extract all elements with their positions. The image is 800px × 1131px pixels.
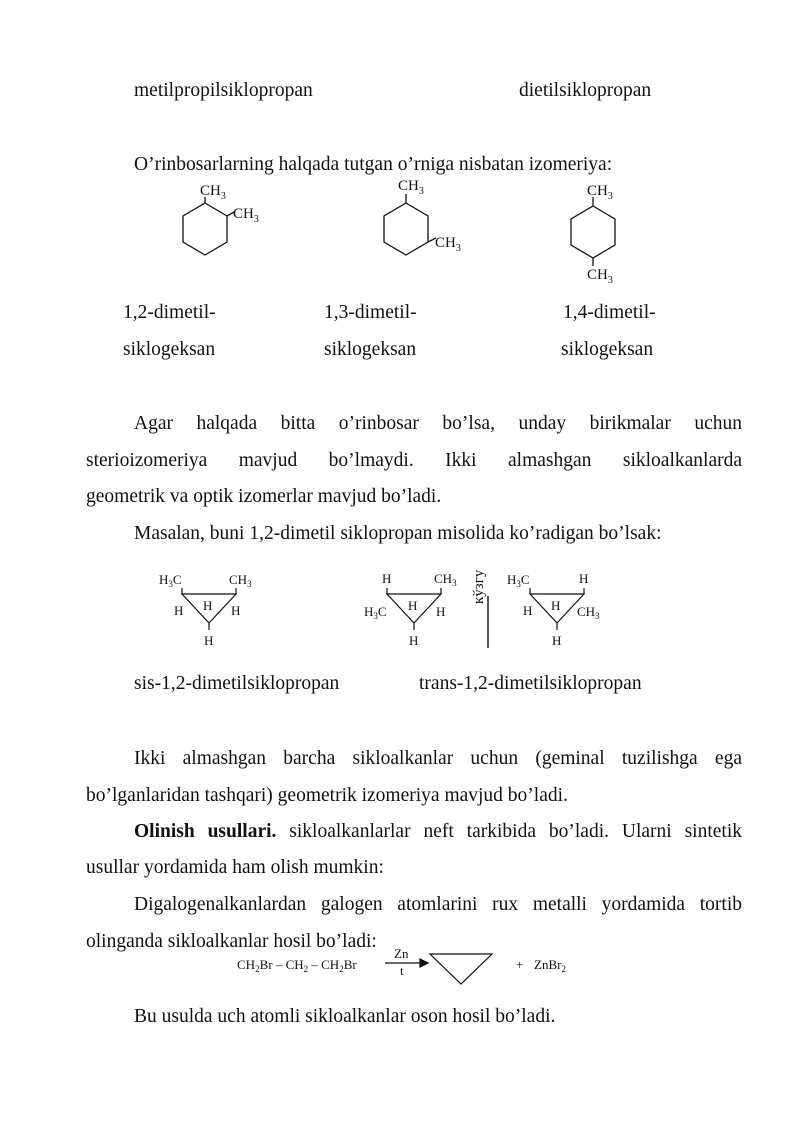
paragraph-line: Digalogenalkanlardan galogen atomlarini rux metalli yordamida tortib <box>134 894 742 915</box>
svg-text:CH2Br – CH2 – CH2Br: $CH_2Br - CH_2 - CH_2Br$ <box>237 957 357 974</box>
svg-text:H3C: $H_3C$ <box>159 572 182 589</box>
methyl-label: $CH_3$ <box>435 235 461 254</box>
svg-text:CH3: $CH_3$ <box>229 572 252 589</box>
svg-text:H: H <box>579 571 589 586</box>
svg-text:+: + <box>516 957 524 972</box>
isomer-name-3-line2: siklogeksan <box>561 339 654 360</box>
trans-isomer-name: trans-1,2-dimetilsiklopropan <box>419 673 642 694</box>
paragraph-line: Ikki almashgan barcha sikloalkanlar uchun (geminal tuzilishga ega <box>134 748 742 769</box>
isomer-name-1-line2: siklogeksan <box>123 339 216 360</box>
svg-text:CH3: $CH_3$ <box>434 571 457 588</box>
svg-text:H: H <box>436 604 446 619</box>
svg-text:H: H <box>409 633 419 648</box>
methyl-label: $CH_3$ <box>587 183 613 202</box>
svg-text:ZnBr2: ZnBr$_2$ <box>534 957 566 974</box>
paragraph-line: geometrik va optik izomerlar mavjud bo’ladi. <box>86 486 442 507</box>
methyl-label: $CH_3$ <box>200 183 226 202</box>
svg-text:H: H <box>174 603 184 618</box>
methyl-label: $CH_3$ <box>233 206 259 225</box>
isomer-name-3-line1: 1,4-dimetil- <box>563 302 656 323</box>
compound-name-left: metilpropilsiklopropan <box>134 80 313 101</box>
svg-text:H: H <box>551 598 561 613</box>
svg-text:H: H <box>231 603 241 618</box>
svg-text:H: H <box>203 598 213 613</box>
isomer-name-1-line1: 1,2-dimetil- <box>123 302 216 323</box>
paragraph-line: Agar halqada bitta o’rinbosar bo’lsa, unday birikmalar uchun <box>134 413 742 434</box>
paragraph-line: sterioizomeriya mavjud bo’lmaydi. Ikki almashgan sikloalkanlarda <box>86 450 742 471</box>
example-line: Masalan, buni 1,2-dimetil siklopropan misolida ko’radigan bo’lsak: <box>134 523 662 544</box>
svg-text:H: H <box>552 633 562 648</box>
svg-text:H: H <box>523 603 533 618</box>
cis-isomer-name: sis-1,2-dimetilsiklopropan <box>134 673 340 694</box>
position-isomerism-heading: O’rinbosarlarning halqada tutgan o’rniga nisbatan izomeriya: <box>134 154 613 175</box>
methyl-label: $CH_3$ <box>587 267 613 286</box>
methods-line: usullar yordamida ham olish mumkin: <box>86 857 384 878</box>
isomer-name-2-line1: 1,3-dimetil- <box>324 302 417 323</box>
mirror-label: кўзгу <box>471 569 487 604</box>
compound-name-right: dietilsiklopropan <box>519 80 652 101</box>
paragraph-line: olinganda sikloalkanlar hosil bo’ladi: <box>86 931 377 952</box>
isomer-name-2-line2: siklogeksan <box>324 339 417 360</box>
svg-text:t: t <box>400 963 404 978</box>
last-line: Bu usulda uch atomli sikloalkanlar oson hosil bo’ladi. <box>134 1006 556 1027</box>
svg-text:CH3: $CH_3$ <box>577 604 600 621</box>
methyl-label: $CH_3$ <box>398 178 424 197</box>
svg-text:Zn: Zn <box>394 946 409 961</box>
svg-text:H3C: $H_3C$ <box>364 604 387 621</box>
svg-text:H: H <box>382 571 392 586</box>
methods-line: Olinish usullari. sikloalkanlarlar neft tarkibida bo’ladi. Ularni sintetik <box>134 821 742 842</box>
methods-heading: Olinish usullari. <box>134 821 277 842</box>
svg-text:H: H <box>408 598 418 613</box>
paragraph-line: bo’lganlaridan tashqari) geometrik izomeriya mavjud bo’ladi. <box>86 785 568 806</box>
svg-text:H: H <box>204 633 214 648</box>
svg-text:H3C: $H_3C$ <box>507 572 530 589</box>
